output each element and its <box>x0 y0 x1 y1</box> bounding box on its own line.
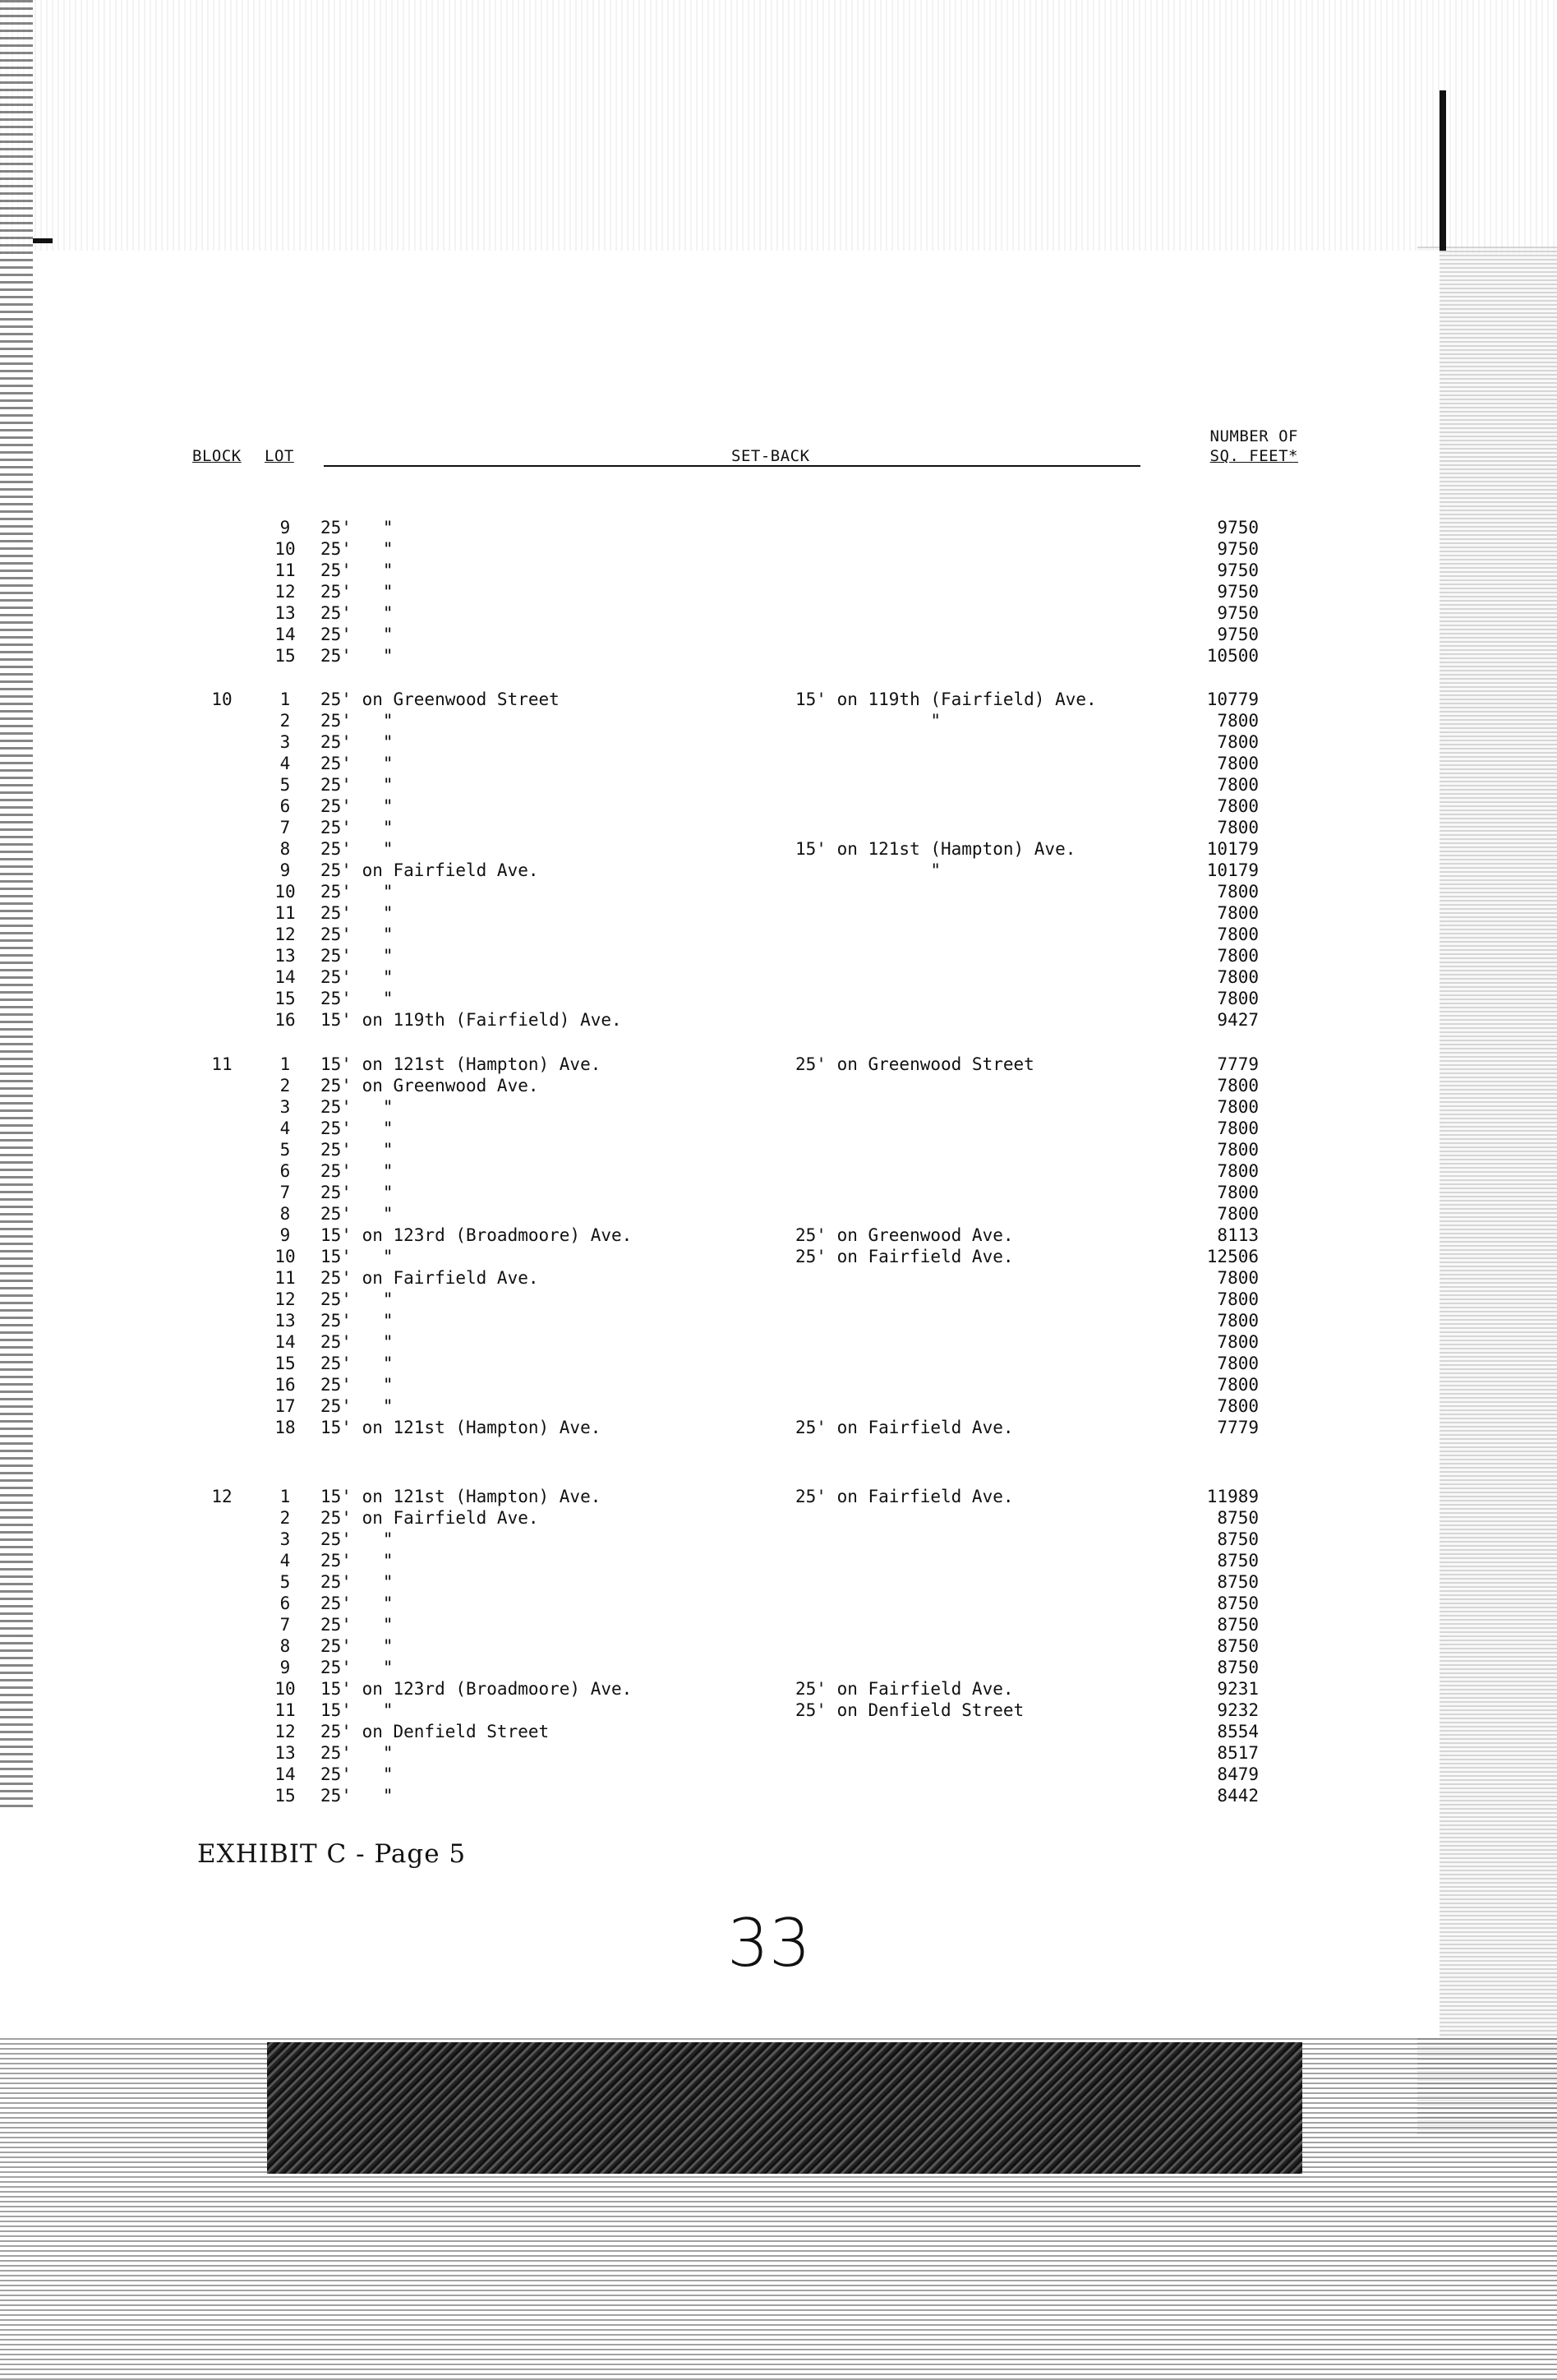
cell-setback-primary: 25' " <box>320 1594 394 1613</box>
cell-lot: 10 <box>274 1247 296 1266</box>
cell-setback-primary: 25' " <box>320 1354 394 1373</box>
cell-lot: 11 <box>274 903 296 923</box>
cell-lot: 12 <box>274 925 296 944</box>
cell-lot: 11 <box>274 1700 296 1720</box>
cell-lot: 5 <box>279 1140 291 1160</box>
table-row <box>0 1486 1557 1507</box>
cell-setback-primary: 25' " <box>320 754 394 773</box>
cell-square-feet: 7800 <box>1217 818 1259 837</box>
cell-setback-primary: 15' on 119th (Fairfield) Ave. <box>320 1010 622 1030</box>
cell-lot: 5 <box>279 1572 291 1592</box>
cell-square-feet: 8113 <box>1217 1225 1259 1245</box>
table-row <box>0 1785 1557 1806</box>
cell-setback-secondary: 25' on Fairfield Ave. <box>795 1418 1014 1437</box>
cell-square-feet: 7800 <box>1217 796 1259 816</box>
cell-lot: 8 <box>279 1636 291 1656</box>
cell-lot: 13 <box>274 603 296 623</box>
cell-setback-primary: 25' " <box>320 946 394 966</box>
cell-setback-secondary: 25' on Fairfield Ave. <box>795 1247 1014 1266</box>
cell-setback-primary: 15' on 123rd (Broadmoore) Ave. <box>320 1225 633 1245</box>
table-row <box>0 1635 1557 1657</box>
cell-setback-primary: 25' " <box>320 967 394 987</box>
cell-setback-primary: 15' on 121st (Hampton) Ave. <box>320 1418 601 1437</box>
table-row <box>0 602 1557 624</box>
cell-lot: 15 <box>274 646 296 666</box>
cell-lot: 3 <box>279 1529 291 1549</box>
cell-square-feet: 7779 <box>1217 1418 1259 1437</box>
cell-setback-primary: 15' " <box>320 1247 394 1266</box>
cell-square-feet: 8750 <box>1217 1615 1259 1635</box>
cell-lot: 6 <box>279 796 291 816</box>
table-row <box>0 1593 1557 1614</box>
table-row <box>0 1678 1557 1700</box>
cell-lot: 6 <box>279 1594 291 1613</box>
cell-square-feet: 11989 <box>1206 1487 1259 1506</box>
table-row <box>0 774 1557 796</box>
table-row <box>0 753 1557 774</box>
scan-dark-band <box>267 2042 1302 2174</box>
cell-square-feet: 7800 <box>1217 1354 1259 1373</box>
cell-square-feet: 7800 <box>1217 1332 1259 1352</box>
cell-setback-primary: 25' " <box>320 518 394 537</box>
cell-lot: 9 <box>279 518 291 537</box>
cell-setback-secondary: 25' on Fairfield Ave. <box>795 1487 1014 1506</box>
cell-setback-primary: 25' " <box>320 1658 394 1677</box>
scan-frame-corner <box>33 238 53 243</box>
table-row <box>0 902 1557 924</box>
table-row <box>0 1417 1557 1438</box>
cell-square-feet: 9750 <box>1217 518 1259 537</box>
cell-lot: 2 <box>279 1076 291 1095</box>
cell-lot: 12 <box>274 1289 296 1309</box>
cell-square-feet: 10179 <box>1206 860 1259 880</box>
cell-block: 12 <box>211 1487 233 1506</box>
cell-setback-primary: 25' " <box>320 603 394 623</box>
table-row <box>0 624 1557 645</box>
cell-setback-primary: 25' " <box>320 1289 394 1309</box>
cell-lot: 8 <box>279 839 291 859</box>
cell-square-feet: 7800 <box>1217 754 1259 773</box>
cell-setback-primary: 25' " <box>320 1332 394 1352</box>
cell-square-feet: 8750 <box>1217 1636 1259 1656</box>
cell-lot: 2 <box>279 711 291 731</box>
cell-setback-primary: 25' " <box>320 1764 394 1784</box>
cell-square-feet: 9232 <box>1217 1700 1259 1720</box>
cell-square-feet: 7800 <box>1217 989 1259 1008</box>
cell-lot: 4 <box>279 754 291 773</box>
table-row <box>0 1054 1557 1075</box>
cell-setback-primary: 25' " <box>320 1097 394 1117</box>
table-row <box>0 1139 1557 1160</box>
cell-lot: 3 <box>279 1097 291 1117</box>
cell-lot: 17 <box>274 1396 296 1416</box>
cell-lot: 3 <box>279 732 291 752</box>
header-sqft-line2: SQ. FEET* <box>1209 447 1298 465</box>
cell-square-feet: 9750 <box>1217 582 1259 602</box>
cell-square-feet: 9750 <box>1217 560 1259 580</box>
table-row <box>0 817 1557 838</box>
cell-square-feet: 8750 <box>1217 1508 1259 1528</box>
cell-lot: 7 <box>279 1183 291 1202</box>
cell-lot: 15 <box>274 1354 296 1373</box>
cell-setback-primary: 25' " <box>320 882 394 902</box>
cell-square-feet: 7800 <box>1217 1375 1259 1395</box>
table-row <box>0 1075 1557 1096</box>
table-row <box>0 945 1557 966</box>
table-row <box>0 1289 1557 1310</box>
table-row <box>0 560 1557 581</box>
cell-setback-primary: 25' " <box>320 925 394 944</box>
cell-lot: 11 <box>274 560 296 580</box>
table-row <box>0 881 1557 902</box>
cell-lot: 1 <box>279 1487 291 1506</box>
table-row <box>0 731 1557 753</box>
table-row <box>0 645 1557 666</box>
cell-setback-primary: 25' " <box>320 625 394 644</box>
cell-lot: 1 <box>279 1054 291 1074</box>
table-row <box>0 581 1557 602</box>
cell-setback-primary: 25' on Fairfield Ave. <box>320 1268 539 1288</box>
table-row <box>0 538 1557 560</box>
cell-lot: 8 <box>279 1204 291 1224</box>
cell-lot: 10 <box>274 1679 296 1699</box>
cell-square-feet: 8750 <box>1217 1551 1259 1571</box>
cell-square-feet: 7800 <box>1217 1183 1259 1202</box>
table-row <box>0 796 1557 817</box>
table-row <box>0 988 1557 1009</box>
cell-lot: 9 <box>279 1225 291 1245</box>
table-row <box>0 1657 1557 1678</box>
cell-setback-primary: 25' " <box>320 560 394 580</box>
cell-square-feet: 7800 <box>1217 1119 1259 1138</box>
cell-lot: 13 <box>274 1311 296 1331</box>
cell-square-feet: 7800 <box>1217 1268 1259 1288</box>
cell-setback-primary: 25' " <box>320 1396 394 1416</box>
cell-lot: 5 <box>279 775 291 795</box>
scan-noise-top <box>0 0 1557 255</box>
cell-square-feet: 8750 <box>1217 1594 1259 1613</box>
cell-lot: 7 <box>279 1615 291 1635</box>
cell-square-feet: 9750 <box>1217 603 1259 623</box>
page-number: 33 <box>727 1905 811 1981</box>
cell-lot: 13 <box>274 1743 296 1763</box>
cell-square-feet: 7800 <box>1217 946 1259 966</box>
cell-lot: 9 <box>279 860 291 880</box>
table-row <box>0 1550 1557 1571</box>
cell-square-feet: 7800 <box>1217 1204 1259 1224</box>
cell-square-feet: 10779 <box>1206 690 1259 709</box>
cell-setback-primary: 25' " <box>320 732 394 752</box>
cell-setback-primary: 25' " <box>320 989 394 1008</box>
cell-lot: 18 <box>274 1418 296 1437</box>
cell-setback-secondary: 15' on 119th (Fairfield) Ave. <box>795 690 1097 709</box>
cell-setback-primary: 15' on 123rd (Broadmoore) Ave. <box>320 1679 633 1699</box>
cell-setback-primary: 25' " <box>320 582 394 602</box>
cell-setback-primary: 25' " <box>320 1204 394 1224</box>
cell-setback-primary: 25' " <box>320 1311 394 1331</box>
cell-square-feet: 7800 <box>1217 711 1259 731</box>
table-row <box>0 1267 1557 1289</box>
cell-setback-primary: 25' " <box>320 646 394 666</box>
cell-square-feet: 7800 <box>1217 967 1259 987</box>
cell-setback-primary: 25' " <box>320 1140 394 1160</box>
cell-setback-primary: 25' " <box>320 1119 394 1138</box>
header-sqft-line1: NUMBER OF <box>1209 427 1298 445</box>
table-row <box>0 1118 1557 1139</box>
cell-setback-secondary: 15' on 121st (Hampton) Ave. <box>795 839 1076 859</box>
cell-setback-primary: 25' " <box>320 903 394 923</box>
cell-setback-primary: 25' " <box>320 796 394 816</box>
cell-square-feet: 7800 <box>1217 732 1259 752</box>
cell-setback-primary: 15' on 121st (Hampton) Ave. <box>320 1487 601 1506</box>
table-row <box>0 1700 1557 1721</box>
cell-square-feet: 9750 <box>1217 539 1259 559</box>
table-row <box>0 689 1557 710</box>
cell-setback-primary: 25' " <box>320 1572 394 1592</box>
table-row <box>0 1529 1557 1550</box>
cell-setback-primary: 15' on 121st (Hampton) Ave. <box>320 1054 601 1074</box>
cell-setback-primary: 25' " <box>320 1615 394 1635</box>
table-row <box>0 1331 1557 1353</box>
cell-lot: 10 <box>274 539 296 559</box>
table-row <box>0 838 1557 860</box>
cell-setback-primary: 25' on Denfield Street <box>320 1722 550 1741</box>
cell-square-feet: 7800 <box>1217 1396 1259 1416</box>
table-row <box>0 1614 1557 1635</box>
cell-setback-secondary: " <box>795 860 942 880</box>
cell-square-feet: 7800 <box>1217 1161 1259 1181</box>
cell-block: 10 <box>211 690 233 709</box>
cell-square-feet: 7779 <box>1217 1054 1259 1074</box>
cell-square-feet: 9750 <box>1217 625 1259 644</box>
cell-lot: 15 <box>274 989 296 1008</box>
header-lot: LOT <box>265 447 294 465</box>
table-row <box>0 1096 1557 1118</box>
table-row <box>0 1395 1557 1417</box>
cell-setback-primary: 25' " <box>320 1551 394 1571</box>
cell-square-feet: 9427 <box>1217 1010 1259 1030</box>
cell-setback-primary: 25' on Fairfield Ave. <box>320 1508 539 1528</box>
cell-setback-primary: 25' " <box>320 839 394 859</box>
table-row <box>0 1182 1557 1203</box>
cell-lot: 12 <box>274 582 296 602</box>
cell-setback-primary: 15' " <box>320 1700 394 1720</box>
cell-square-feet: 10179 <box>1206 839 1259 859</box>
cell-square-feet: 8750 <box>1217 1658 1259 1677</box>
cell-setback-secondary: 25' on Denfield Street <box>795 1700 1025 1720</box>
cell-square-feet: 8750 <box>1217 1529 1259 1549</box>
table-row <box>0 1742 1557 1764</box>
cell-lot: 12 <box>274 1722 296 1741</box>
cell-square-feet: 7800 <box>1217 882 1259 902</box>
table-row <box>0 710 1557 731</box>
cell-setback-secondary: 25' on Greenwood Street <box>795 1054 1034 1074</box>
table-row <box>0 1203 1557 1225</box>
cell-setback-primary: 25' " <box>320 1786 394 1806</box>
cell-lot: 10 <box>274 882 296 902</box>
cell-setback-primary: 25' " <box>320 775 394 795</box>
cell-setback-primary: 25' " <box>320 1375 394 1395</box>
table-row <box>0 1507 1557 1529</box>
table-row <box>0 1353 1557 1374</box>
table-row <box>0 1764 1557 1785</box>
cell-setback-primary: 25' on Greenwood Street <box>320 690 560 709</box>
cell-square-feet: 7800 <box>1217 1140 1259 1160</box>
cell-setback-primary: 25' " <box>320 1636 394 1656</box>
cell-setback-primary: 25' " <box>320 818 394 837</box>
scan-frame-right <box>1440 90 1446 251</box>
table-row <box>0 1721 1557 1742</box>
cell-setback-primary: 25' " <box>320 1183 394 1202</box>
cell-square-feet: 7800 <box>1217 1289 1259 1309</box>
cell-block: 11 <box>211 1054 233 1074</box>
cell-setback-primary: 25' " <box>320 1161 394 1181</box>
table-row <box>0 517 1557 538</box>
table-row <box>0 860 1557 881</box>
cell-setback-secondary: " <box>795 711 942 731</box>
table-row <box>0 1374 1557 1395</box>
table-row <box>0 1310 1557 1331</box>
cell-square-feet: 8442 <box>1217 1786 1259 1806</box>
cell-square-feet: 9231 <box>1217 1679 1259 1699</box>
cell-square-feet: 10500 <box>1206 646 1259 666</box>
cell-lot: 9 <box>279 1658 291 1677</box>
table-row <box>0 1160 1557 1182</box>
table-row <box>0 924 1557 945</box>
cell-square-feet: 7800 <box>1217 925 1259 944</box>
cell-lot: 13 <box>274 946 296 966</box>
cell-square-feet: 7800 <box>1217 903 1259 923</box>
cell-lot: 4 <box>279 1551 291 1571</box>
cell-setback-secondary: 25' on Greenwood Ave. <box>795 1225 1014 1245</box>
cell-lot: 6 <box>279 1161 291 1181</box>
cell-lot: 14 <box>274 1332 296 1352</box>
cell-lot: 14 <box>274 625 296 644</box>
cell-setback-primary: 25' " <box>320 1529 394 1549</box>
cell-square-feet: 7800 <box>1217 1097 1259 1117</box>
cell-lot: 16 <box>274 1010 296 1030</box>
cell-square-feet: 7800 <box>1217 1076 1259 1095</box>
cell-square-feet: 8750 <box>1217 1572 1259 1592</box>
table-row <box>0 1009 1557 1031</box>
cell-square-feet: 8554 <box>1217 1722 1259 1741</box>
cell-setback-primary: 25' on Greenwood Ave. <box>320 1076 539 1095</box>
table-row <box>0 1571 1557 1593</box>
cell-lot: 14 <box>274 967 296 987</box>
header-rule <box>324 465 1140 467</box>
cell-square-feet: 7800 <box>1217 775 1259 795</box>
table-row <box>0 966 1557 988</box>
cell-lot: 2 <box>279 1508 291 1528</box>
cell-lot: 16 <box>274 1375 296 1395</box>
cell-lot: 7 <box>279 818 291 837</box>
cell-square-feet: 12506 <box>1206 1247 1259 1266</box>
exhibit-label: EXHIBIT C - Page 5 <box>197 1839 467 1869</box>
table-row <box>0 1246 1557 1267</box>
header-block: BLOCK <box>192 447 242 465</box>
cell-lot: 1 <box>279 690 291 709</box>
cell-lot: 11 <box>274 1268 296 1288</box>
cell-lot: 4 <box>279 1119 291 1138</box>
table-row <box>0 1225 1557 1246</box>
cell-setback-primary: 25' " <box>320 711 394 731</box>
cell-setback-primary: 25' on Fairfield Ave. <box>320 860 539 880</box>
cell-setback-primary: 25' " <box>320 539 394 559</box>
header-setback: SET-BACK <box>731 447 810 465</box>
cell-square-feet: 7800 <box>1217 1311 1259 1331</box>
cell-setback-secondary: 25' on Fairfield Ave. <box>795 1679 1014 1699</box>
cell-lot: 14 <box>274 1764 296 1784</box>
cell-square-feet: 8479 <box>1217 1764 1259 1784</box>
cell-lot: 15 <box>274 1786 296 1806</box>
cell-square-feet: 8517 <box>1217 1743 1259 1763</box>
cell-setback-primary: 25' " <box>320 1743 394 1763</box>
